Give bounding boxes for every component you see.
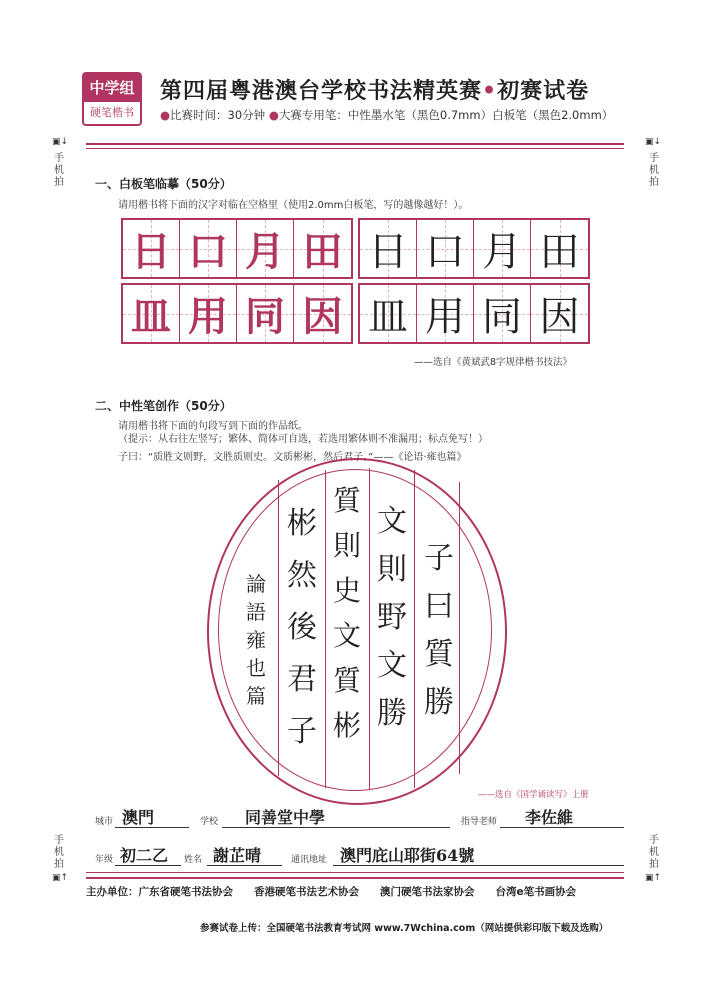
badge-group-label: 中学组 [84,74,140,102]
grid-cell[interactable] [123,220,180,277]
badge-category-label: 硬笔楷书 [90,106,134,119]
phone-camera-icon: ▣↓ [52,137,69,147]
header-rule [86,143,624,145]
name-value[interactable]: 謝芷晴 [213,846,262,865]
artwork-char: 則 [377,552,407,587]
reference-char: 皿 [131,293,171,340]
reference-char: 口 [188,228,228,275]
grid-cell[interactable] [237,220,294,277]
grid-cell[interactable] [360,220,417,277]
subtitle [160,107,613,123]
artwork-char: 野 [377,600,407,635]
artwork-char: 然 [287,558,317,593]
reference-char: 田 [302,228,343,275]
artwork-char: 文 [377,648,407,683]
reference-char: 因 [302,293,343,340]
section1-heading: 一、白板笔临摹（50分） [95,177,232,191]
artwork-char: 也 [246,656,266,680]
section2-source: ——选自《国学诵读写》上册 [478,790,589,800]
footer-rule-thin [86,872,624,873]
subtitle-time: 比赛时间：30分钟 [170,108,266,122]
written-char: 月 [482,229,522,275]
header-rule-thin [86,148,624,149]
artwork-column-2 [372,498,412,738]
written-char: 皿 [368,294,408,340]
artwork-char: 彬 [287,506,317,541]
grade-label: 年级 [95,855,114,865]
artwork-char: 論 [246,572,266,596]
artwork-char: 曰 [424,589,454,624]
teacher-underline [500,827,624,828]
artwork-char: 質 [332,664,361,697]
grid-cell[interactable] [123,285,180,342]
practice-grid-row1-std [358,218,590,279]
grade-value[interactable]: 初二乙 [120,846,169,865]
artwork-char: 史 [332,574,361,607]
footer-rule [86,877,624,879]
artwork-char: 勝 [424,685,454,720]
grade-underline [115,865,181,866]
grid-cell[interactable] [474,220,531,277]
city-value[interactable]: 澳門 [122,808,155,827]
organizers: 主办单位：广东省硬笔书法协会 香港硬笔书法艺术协会 澳门硬笔书法家协会 台湾e笔书画协会 [86,886,577,898]
title-main: 第四届粤港澳台学校书法精英赛 [160,78,483,104]
grid-cell[interactable] [531,285,588,342]
reference-char: 月 [245,228,285,275]
artwork-char: 則 [332,529,361,562]
written-char: 同 [482,294,522,340]
address-value[interactable]: 澳門庇山耶街64號 [340,846,475,865]
camera-icon: ▣↑ [645,873,662,883]
practice-grid-row1-ref [121,218,353,279]
column-divider [278,480,279,776]
upload-info: 参赛试卷上传：全国硬笔书法教育考试网 www.7Wchina.com（网站提供彩印版下载及选购） [200,923,609,934]
school-underline [222,827,450,828]
written-char: 因 [539,294,580,340]
camera-icon: ▣↑ [52,873,69,883]
teacher-value[interactable]: 李佐維 [525,808,574,827]
address-label: 通讯地址 [291,855,328,865]
artwork-char: 君 [287,662,317,697]
name-label: 姓名 [184,855,203,865]
title-dot: • [482,78,498,104]
school-value[interactable]: 同善堂中學 [245,808,326,827]
grid-cell[interactable] [531,220,588,277]
artwork-char: 語 [246,600,266,624]
sidebar-right-top: 手机拍 [649,153,659,188]
sidebar-right-bottom: 手机拍 [649,835,659,870]
sidebar-left-top: 手机拍 [54,153,64,188]
practice-grid-row2-ref [121,283,353,344]
artwork-char: 質 [424,637,454,672]
grid-cell[interactable] [417,220,474,277]
artwork-column-1 [419,535,459,727]
column-divider [369,468,370,790]
name-underline [207,865,282,866]
phone-camera-icon: ▣↓ [645,137,662,147]
reference-char: 同 [245,293,285,340]
artwork-char: 子 [287,714,317,749]
grid-cell[interactable] [417,285,474,342]
written-char: 日 [368,229,408,275]
artwork-column-4 [282,498,322,758]
section1-source: ——选自《黄斌武8字规律楷书技法》 [414,357,573,368]
subtitle-pen: 大赛专用笔：中性墨水笔（黑色0.7mm）白板笔（黑色2.0mm） [278,108,614,122]
grid-cell[interactable] [180,220,237,277]
artwork-char: 後 [287,610,317,645]
artwork-char: 文 [332,619,361,652]
grid-cell[interactable] [294,220,351,277]
column-divider [325,470,326,788]
artwork-char: 彬 [332,709,361,742]
artwork-column-3 [327,478,367,748]
written-char: 田 [539,229,580,275]
section1-instruction: 请用楷书将下面的汉字对临在空格里（使用2.0mm白板笔，写的越像越好！）。 [118,200,469,211]
artwork-column-5 [236,570,276,710]
teacher-label: 指导老师 [461,817,498,827]
section2-heading: 二、中性笔创作（50分） [95,399,232,413]
address-underline [333,865,624,866]
artwork-char: 雍 [246,628,266,652]
artwork-char: 質 [332,484,361,517]
school-label: 学校 [200,817,219,827]
artwork-char: 子 [424,541,454,576]
artwork-char: 勝 [377,696,407,731]
reference-char: 日 [131,228,171,275]
grid-cell[interactable] [237,285,294,342]
section2-instruction-2: （提示：从右往左竖写；繁体、简体可自选，若选用繁体则不准漏用；标点免写！） [118,434,488,445]
page-title [160,74,589,105]
grid-cell[interactable] [180,285,237,342]
grid-cell[interactable] [294,285,351,342]
practice-grid-row2-std [358,283,590,344]
group-badge [82,72,142,126]
grid-cell[interactable] [474,285,531,342]
reference-char: 用 [188,293,228,340]
title-tail: 初赛试卷 [497,78,590,104]
sidebar-left-bottom: 手机拍 [54,835,64,870]
section2-instruction-1: 请用楷书将下面的句段写到下面的作品纸。 [118,421,308,432]
column-divider [459,482,460,774]
grid-cell[interactable] [360,285,417,342]
subtitle-bullet-1: ● [160,108,171,122]
column-divider [414,470,415,788]
city-underline [115,827,189,828]
subtitle-bullet-2: ● [268,108,279,122]
city-label: 城市 [95,817,114,827]
section2-quote: 子曰：“质胜文则野，文胜质则史。文质彬彬，然后君子。”——《论语·雍也篇》 [118,452,467,463]
written-char: 口 [425,229,465,275]
written-char: 用 [425,294,465,340]
artwork-char: 文 [377,504,407,539]
artwork-char: 篇 [246,684,266,708]
